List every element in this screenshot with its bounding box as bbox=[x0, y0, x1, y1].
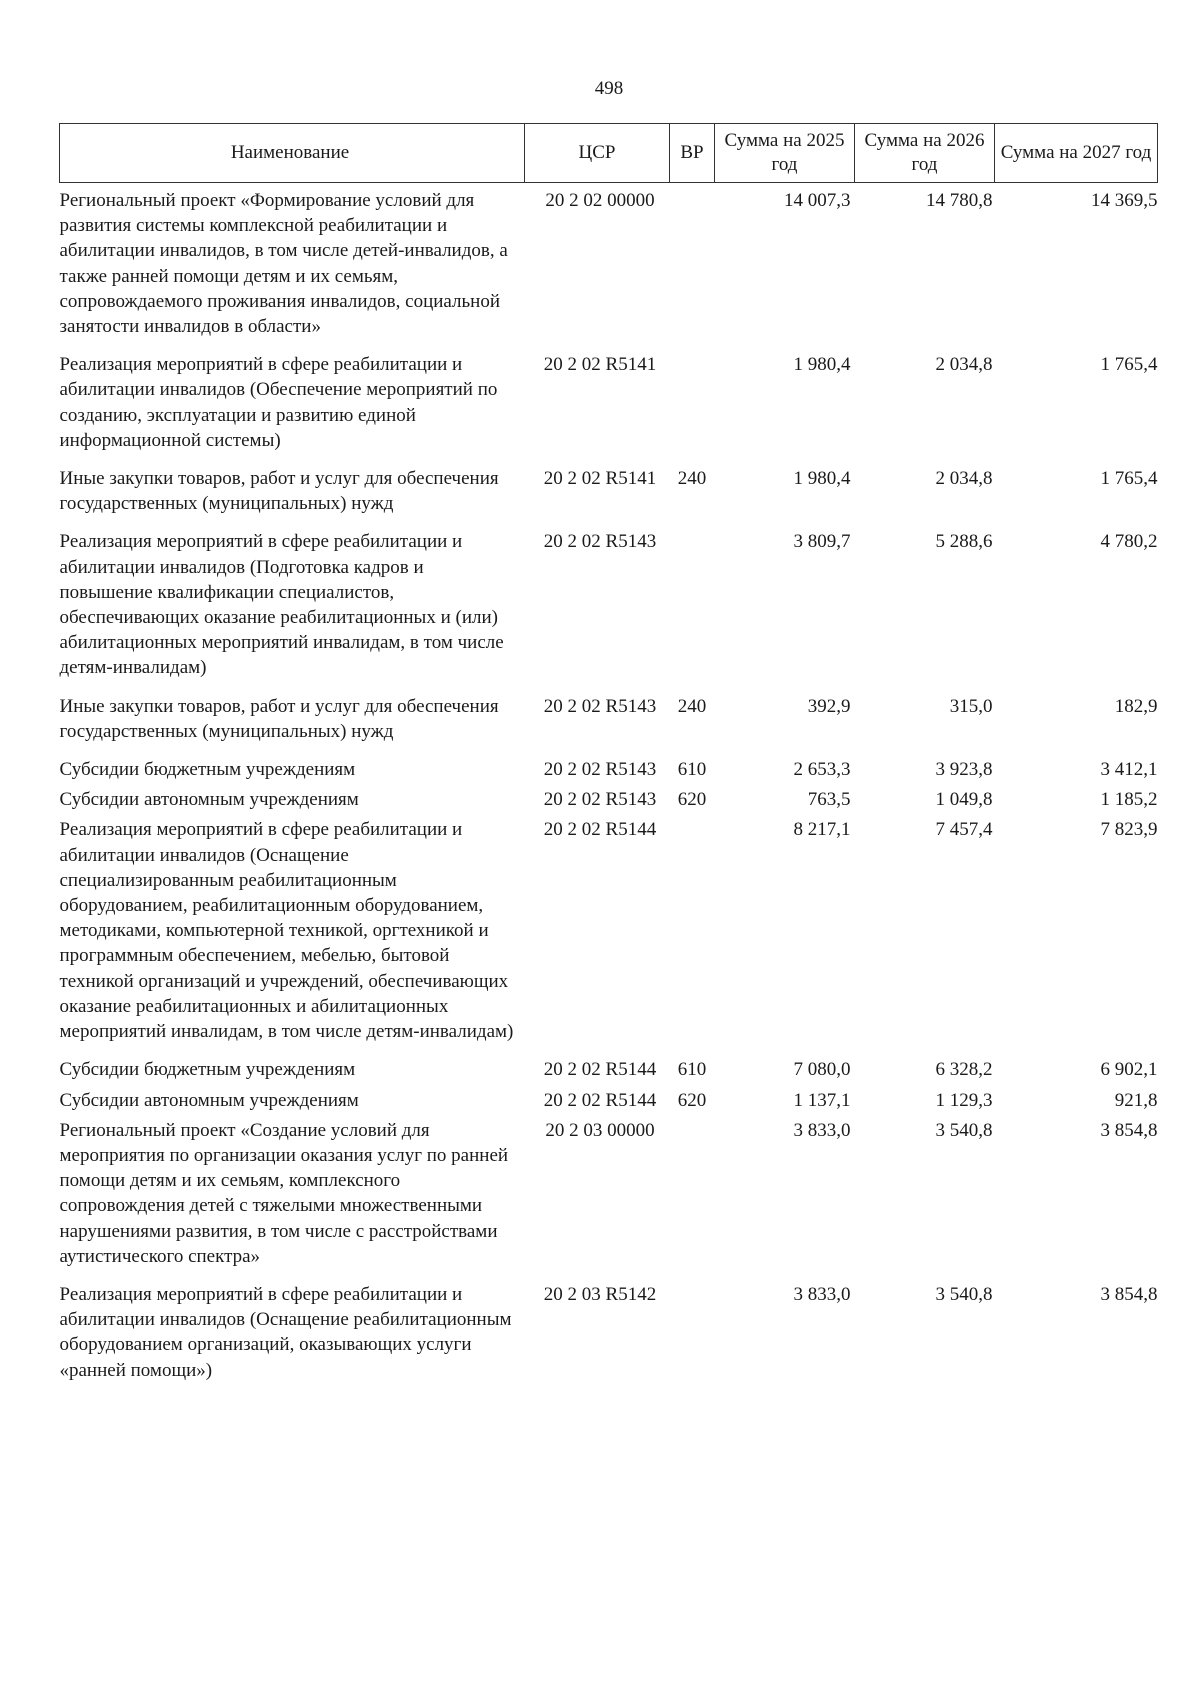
table-row bbox=[60, 1044, 1158, 1082]
row-sum-2027: 6 902,1 bbox=[1100, 1059, 1158, 1081]
header-2027: Сумма на 2027 год bbox=[995, 124, 1158, 183]
row-vr: 620 bbox=[677, 1089, 707, 1111]
row-name: Реализация мероприятий в сфере реабилитации и абилитации инвалидов (Оснащение реабилитационным оборудованием организаций, оказывающих услуги «ранней помощи») bbox=[59, 1283, 512, 1381]
row-sum-2025: 7 080,0 bbox=[793, 1059, 851, 1081]
row-sum-2025: 392,9 bbox=[807, 695, 851, 717]
row-name: Иные закупки товаров, работ и услуг для обеспечения государственных (муниципальных) нужд bbox=[59, 695, 499, 742]
row-vr bbox=[670, 516, 715, 680]
row-sum-2026: 14 780,8 bbox=[926, 190, 993, 211]
row-vr: 620 bbox=[677, 789, 707, 811]
row-sum-2026: 3 923,8 bbox=[935, 759, 993, 781]
row-sum-2027: 921,8 bbox=[1114, 1089, 1158, 1111]
row-csr: 20 2 02 R5143 bbox=[543, 531, 657, 553]
table-row bbox=[60, 782, 1158, 812]
row-sum-2027: 3 854,8 bbox=[1100, 1283, 1158, 1305]
row-csr: 20 2 03 R5142 bbox=[543, 1283, 657, 1305]
row-vr: 610 bbox=[677, 1059, 707, 1081]
row-name: Реализация мероприятий в сфере реабилитации и абилитации инвалидов (Оснащение специализированным реабилитационным оборудованием, реабилитационным оборудованием, методиками, компьютерной техникой, оргтехникой и программным обеспечением, мебелью, бытовой техникой организаций и учреждений, обеспечивающих оказание реабилитационных и абилитационных мероприятий инвалидам, в том числе детям-инвалидам) bbox=[59, 819, 514, 1043]
row-csr: 20 2 02 R5143 bbox=[543, 789, 657, 811]
row-sum-2025: 8 217,1 bbox=[793, 819, 851, 841]
row-vr bbox=[670, 1113, 715, 1269]
table-row bbox=[60, 681, 1158, 744]
row-sum-2026: 6 328,2 bbox=[935, 1059, 993, 1081]
row-sum-2027: 7 823,9 bbox=[1100, 819, 1158, 841]
row-csr: 20 2 02 R5141 bbox=[543, 468, 657, 490]
row-csr: 20 2 02 R5143 bbox=[543, 695, 657, 717]
table-row bbox=[60, 453, 1158, 516]
row-vr: 240 bbox=[677, 468, 707, 490]
row-vr: 610 bbox=[677, 759, 707, 781]
table-row bbox=[60, 183, 1158, 340]
row-sum-2025: 763,5 bbox=[807, 789, 851, 811]
row-name: Региональный проект «Создание условий для мероприятия по организации оказания услуг по ранней помощи детям и их семьям, комплексного сопровождения детей с тяжелыми множественными нарушениями развития, в том числе с расстройствами аутистического спектра» bbox=[59, 1119, 509, 1267]
row-name: Реализация мероприятий в сфере реабилитации и абилитации инвалидов (Обеспечение мероприятий по созданию, эксплуатации и развитию единой информационной системы) bbox=[59, 354, 498, 451]
row-sum-2025: 3 809,7 bbox=[793, 531, 851, 553]
header-vr: ВР bbox=[670, 124, 715, 183]
header-2025: Сумма на 2025 год bbox=[715, 124, 855, 183]
row-name: Реализация мероприятий в сфере реабилитации и абилитации инвалидов (Подготовка кадров и повышение квалификации специалистов, обеспечивающих оказание реабилитационных и (или) абилитационных мероприятий инвалидам, в том числе детям-инвалидам) bbox=[59, 531, 504, 679]
page-number: 498 bbox=[594, 78, 624, 99]
row-sum-2027: 14 369,5 bbox=[1091, 190, 1158, 211]
row-sum-2027: 1 765,4 bbox=[1100, 468, 1158, 490]
row-sum-2025: 14 007,3 bbox=[784, 190, 851, 211]
row-name: Субсидии автономным учреждениям bbox=[59, 789, 359, 811]
row-vr: 240 bbox=[677, 695, 707, 717]
table-row bbox=[60, 1113, 1158, 1269]
row-name: Региональный проект «Формирование условий для развития системы комплексной реабилитации и абилитации инвалидов, в том числе детей-инвалидов, а также ранней помощи детям и их семьям, сопровождаемого проживания инвалидов, социальной занятости инвалидов в области» bbox=[59, 190, 508, 338]
row-sum-2026: 1 129,3 bbox=[935, 1089, 993, 1111]
row-sum-2025: 1 980,4 bbox=[793, 354, 851, 376]
row-sum-2025: 3 833,0 bbox=[793, 1119, 851, 1141]
row-sum-2026: 315,0 bbox=[949, 695, 993, 717]
budget-table bbox=[59, 123, 1158, 1383]
row-name: Субсидии бюджетным учреждениям bbox=[59, 1059, 356, 1081]
row-sum-2027: 3 854,8 bbox=[1100, 1119, 1158, 1141]
header-csr: ЦСР bbox=[525, 124, 670, 183]
row-sum-2025: 3 833,0 bbox=[793, 1283, 851, 1305]
row-sum-2026: 5 288,6 bbox=[935, 531, 993, 553]
row-sum-2026: 1 049,8 bbox=[935, 789, 993, 811]
row-name: Субсидии автономным учреждениям bbox=[59, 1089, 359, 1111]
row-vr bbox=[670, 339, 715, 453]
row-csr: 20 2 02 R5144 bbox=[543, 1059, 657, 1081]
row-sum-2026: 7 457,4 bbox=[935, 819, 993, 841]
row-csr: 20 2 03 00000 bbox=[545, 1119, 655, 1141]
row-vr bbox=[670, 183, 715, 340]
row-sum-2027: 4 780,2 bbox=[1100, 531, 1158, 553]
row-csr: 20 2 02 R5144 bbox=[543, 819, 657, 841]
row-sum-2026: 3 540,8 bbox=[935, 1283, 993, 1305]
header-2026: Сумма на 2026 год bbox=[855, 124, 995, 183]
table-header-row bbox=[60, 124, 1158, 183]
table-row bbox=[60, 744, 1158, 782]
table-row bbox=[60, 1083, 1158, 1113]
row-csr: 20 2 02 R5143 bbox=[543, 759, 657, 781]
row-sum-2026: 2 034,8 bbox=[935, 468, 993, 490]
table-row bbox=[60, 1269, 1158, 1383]
row-sum-2026: 3 540,8 bbox=[935, 1119, 993, 1141]
row-csr: 20 2 02 R5144 bbox=[543, 1089, 657, 1111]
row-vr bbox=[670, 1269, 715, 1383]
table-row bbox=[60, 812, 1158, 1044]
row-name: Субсидии бюджетным учреждениям bbox=[59, 759, 356, 781]
row-sum-2027: 3 412,1 bbox=[1100, 759, 1158, 781]
row-sum-2027: 1 765,4 bbox=[1100, 354, 1158, 376]
row-vr bbox=[670, 812, 715, 1044]
row-sum-2026: 2 034,8 bbox=[935, 354, 993, 376]
table-row bbox=[60, 516, 1158, 680]
row-sum-2025: 1 980,4 bbox=[793, 468, 851, 490]
header-name: Наименование bbox=[60, 124, 525, 183]
row-csr: 20 2 02 R5141 bbox=[543, 354, 657, 376]
row-sum-2025: 2 653,3 bbox=[793, 759, 851, 781]
row-sum-2027: 182,9 bbox=[1114, 695, 1158, 717]
row-name: Иные закупки товаров, работ и услуг для обеспечения государственных (муниципальных) нужд bbox=[59, 468, 499, 515]
row-sum-2027: 1 185,2 bbox=[1100, 789, 1158, 811]
row-csr: 20 2 02 00000 bbox=[545, 190, 655, 211]
row-sum-2025: 1 137,1 bbox=[793, 1089, 851, 1111]
table-row bbox=[60, 339, 1158, 453]
